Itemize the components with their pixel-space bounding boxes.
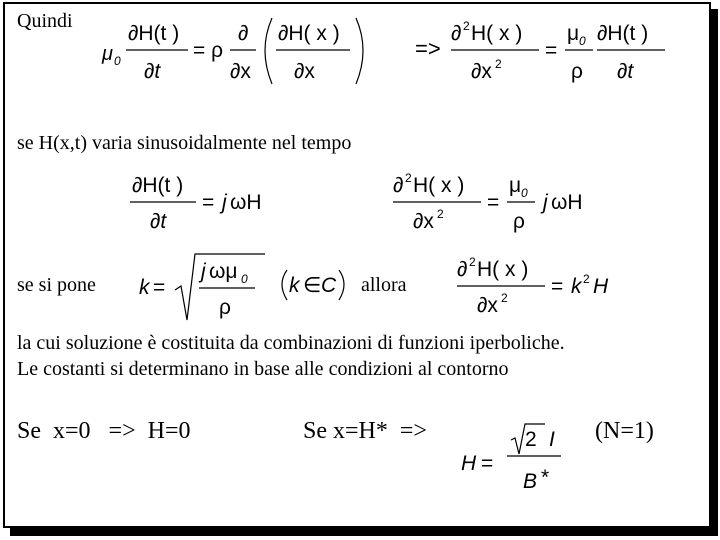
svg-text:∂t: ∂t [144,60,161,83]
svg-text:j: j [201,260,206,283]
svg-text:∂t: ∂t [150,210,167,233]
solution-line-1: la cui soluzione è costituita da combinazioni di funzioni iperboliche. [17,332,565,354]
slide [3,2,711,528]
svg-text:C: C [321,274,337,297]
svg-text:H: H [461,452,477,475]
svg-text:ρ: ρ [513,210,525,233]
svg-text:0: 0 [114,54,121,68]
equation-space-derivative [393,172,603,236]
svg-text:μ: μ [509,174,522,197]
svg-text:2: 2 [525,428,537,451]
implies-arrow: => [415,36,441,61]
svg-text:∂H(t ): ∂H(t ) [128,22,180,45]
svg-text:2: 2 [405,171,412,185]
equation-diffusion [100,16,400,88]
svg-text:H( x ): H( x ) [471,22,523,45]
svg-text:=: = [551,275,564,298]
svg-text:∂x: ∂x [230,60,251,83]
svg-text:H( x ): H( x ) [413,174,465,197]
equation-diffusion-rearranged [451,16,681,88]
svg-text:2: 2 [469,255,476,269]
sinusoidal-statement: se H(x,t) varia sinusoidalmente nel tempo [17,132,352,154]
quindi-label: Quindi [17,10,73,32]
svg-text:ωH: ωH [230,191,262,214]
svg-text:= ρ: = ρ [193,39,224,62]
svg-text:k: k [571,275,582,298]
svg-text:=: = [545,39,558,62]
svg-text:*: * [541,466,550,489]
svg-text:k: k [139,276,150,299]
boundary-condition-2: Se x=H* => [303,418,427,444]
svg-text:∂: ∂ [451,22,462,45]
svg-text:2: 2 [583,272,590,286]
equation-k-definition [139,252,269,324]
equation-k-domain [275,266,355,306]
solution-line-2: Le costanti si determinano in base alle condizioni al contorno [17,358,509,380]
svg-text:j: j [222,191,227,214]
svg-text:2: 2 [495,57,502,71]
svg-text:ωH: ωH [551,191,583,214]
svg-text:ρ: ρ [219,296,231,319]
svg-text:I: I [549,428,555,451]
svg-text:2: 2 [501,291,508,305]
svg-text:H( x ): H( x ) [477,258,529,281]
svg-text:ρ: ρ [571,60,583,83]
svg-text:∂: ∂ [238,22,249,45]
svg-text:∂x: ∂x [471,60,492,83]
equation-k-squared [457,256,637,320]
svg-text:0: 0 [579,34,586,48]
n-note: (N=1) [595,418,654,444]
boundary-condition-1: Se x=0 => H=0 [17,418,191,444]
svg-text:∂x: ∂x [413,210,434,233]
equation-time-derivative [130,172,280,236]
svg-text:0: 0 [521,186,528,200]
svg-text:=: = [487,191,500,214]
svg-text:H: H [593,275,609,298]
svg-text:∂H(t ): ∂H(t ) [597,22,649,45]
svg-text:0: 0 [241,272,248,286]
svg-text:j: j [543,191,548,214]
svg-text:∂H( x ): ∂H( x ) [278,22,340,45]
svg-text:μ: μ [567,22,580,45]
svg-text:k: k [289,274,300,297]
svg-text:∂: ∂ [393,174,404,197]
svg-text:2: 2 [463,19,470,33]
svg-text:∂x: ∂x [477,294,498,317]
se-si-pone-label: se si pone [17,274,96,296]
svg-text:2: 2 [437,207,444,221]
equation-h-solution [461,420,581,500]
svg-text:B: B [523,470,538,493]
svg-text:=: = [153,276,166,299]
svg-text:∂x: ∂x [294,60,315,83]
svg-text:∂H(t ): ∂H(t ) [132,174,184,197]
svg-text:μ: μ [102,43,113,65]
svg-text:∂t: ∂t [617,60,634,83]
allora-label: allora [361,274,407,296]
svg-text:=: = [202,191,215,214]
svg-text:=: = [481,452,494,475]
svg-text:∂: ∂ [457,258,468,281]
svg-text:∈: ∈ [303,274,322,297]
svg-text:ωμ: ωμ [209,260,238,283]
